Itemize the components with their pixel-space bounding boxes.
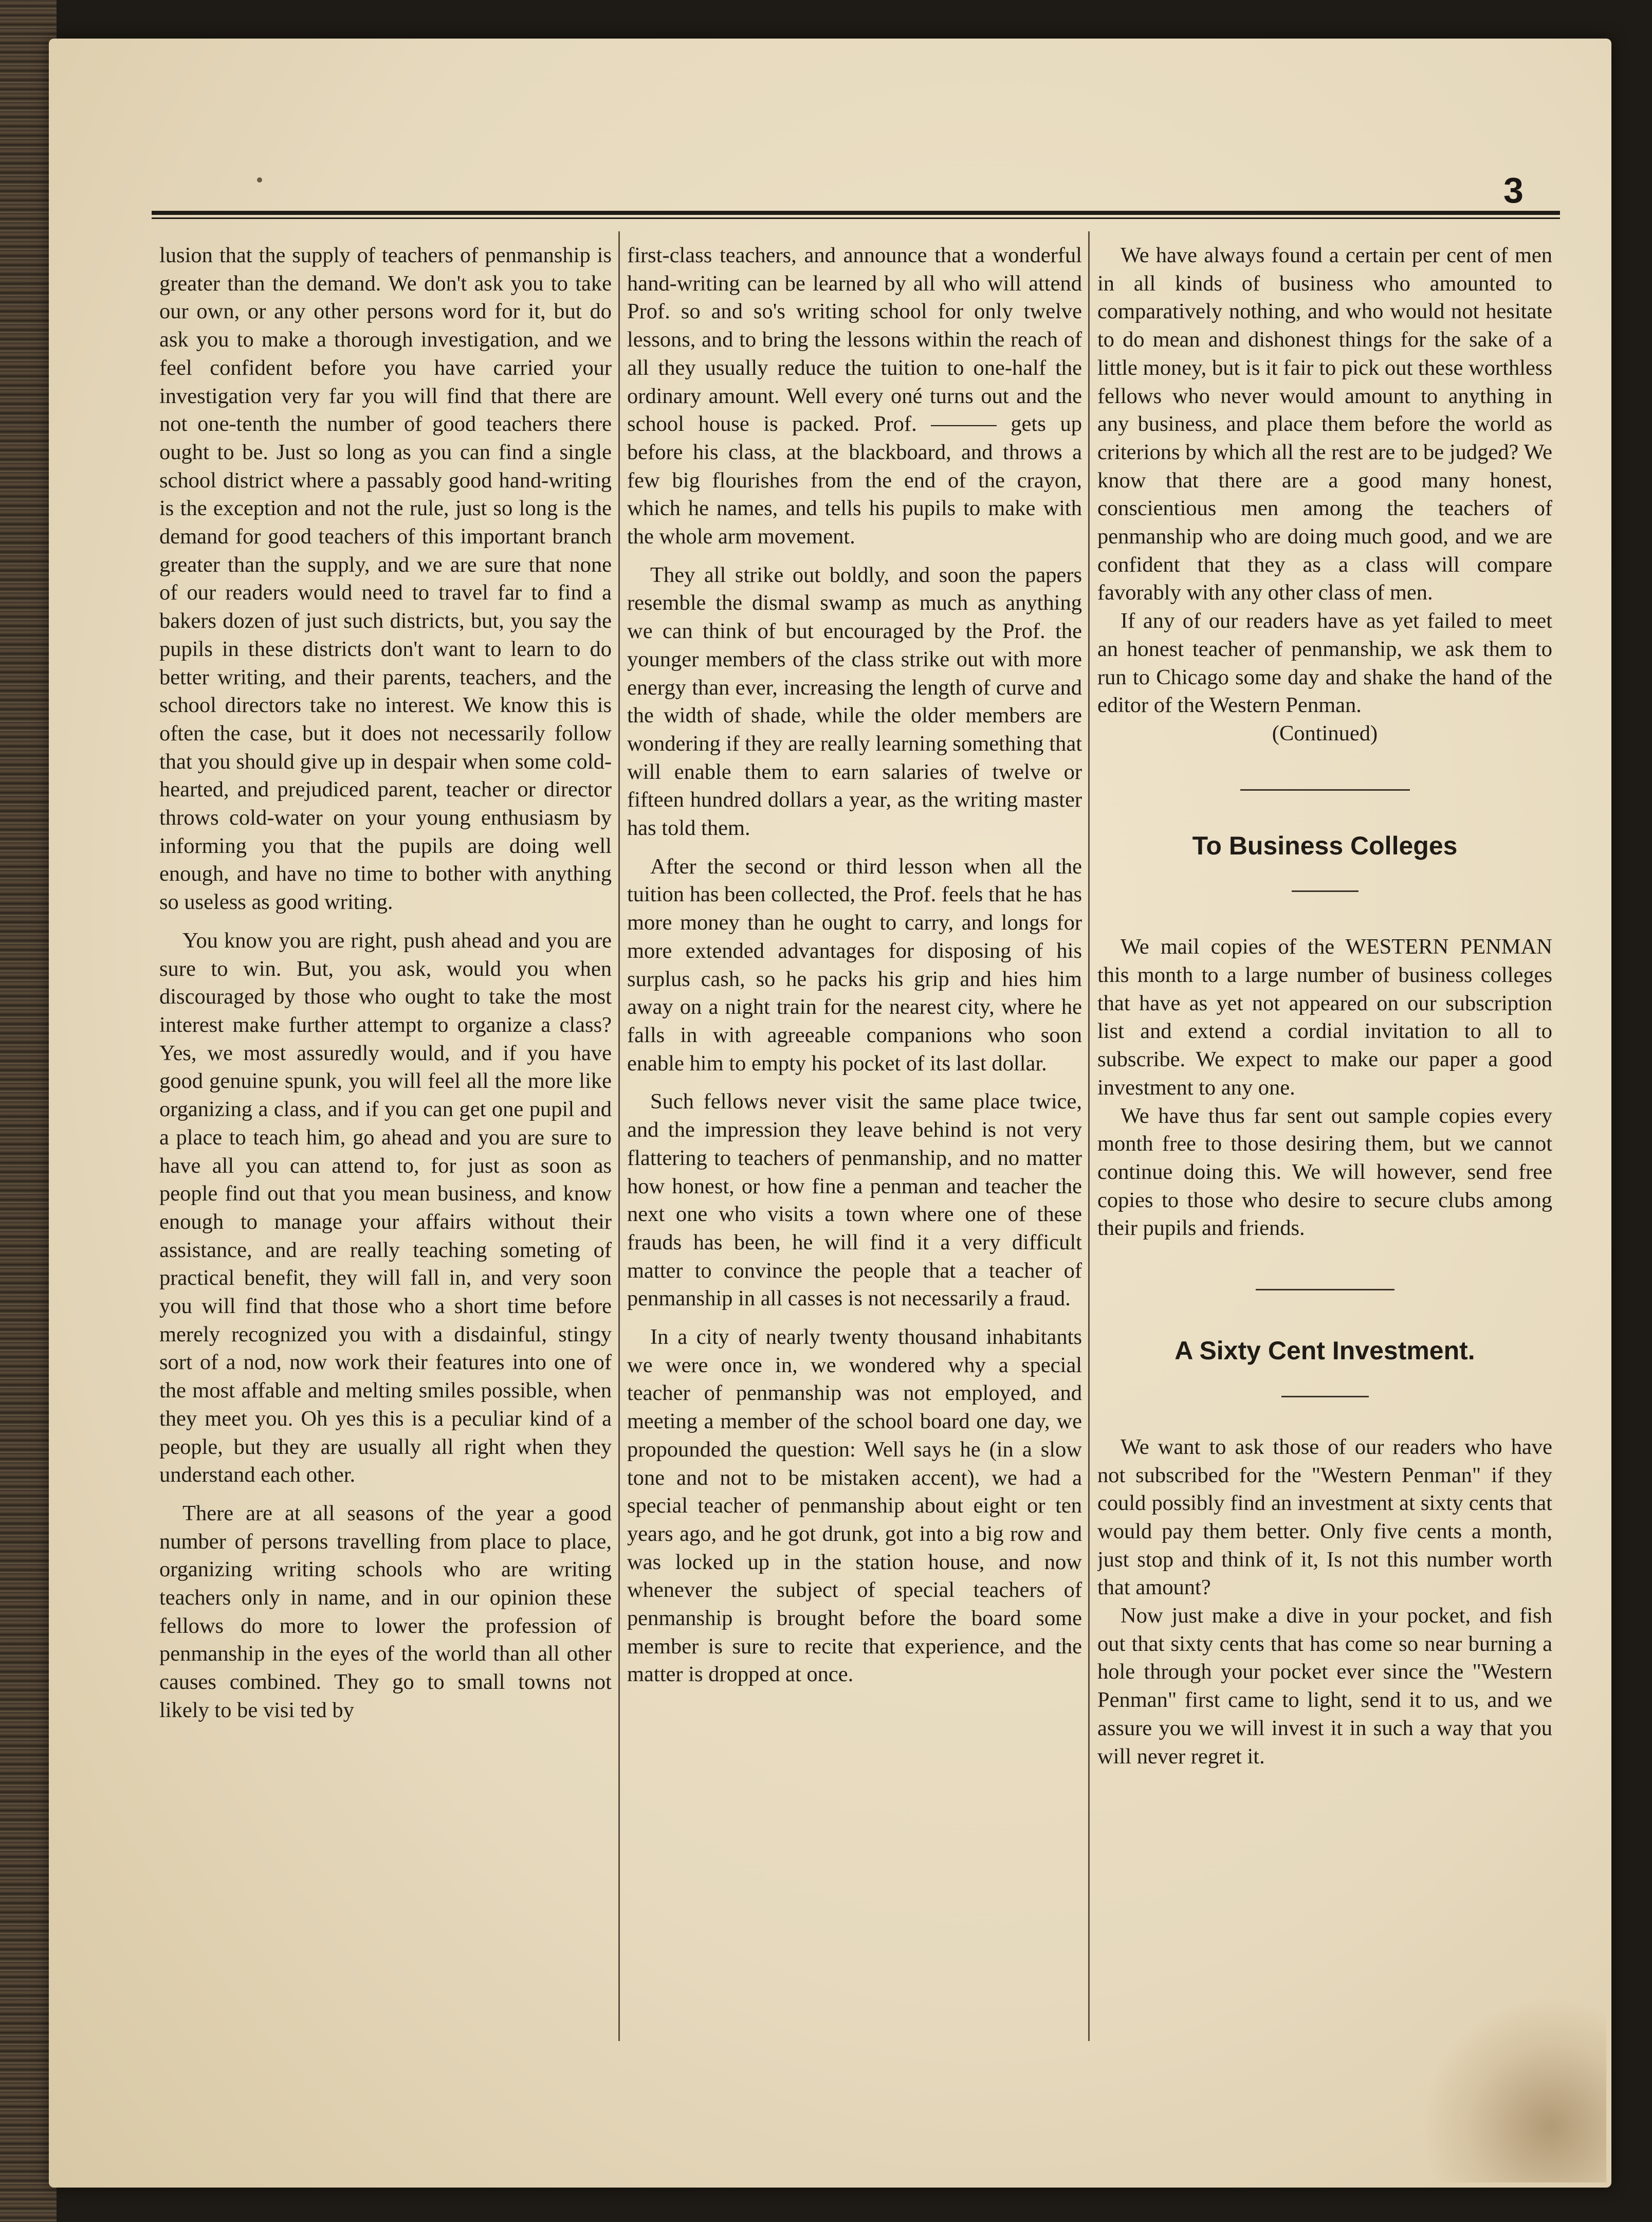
- middle-column: [627, 242, 1082, 2051]
- page-mark: [257, 177, 262, 183]
- right-column: [1097, 242, 1552, 2051]
- paragraph: After the second or third lesson when all the tuition has been collected, the Prof. feels that he has more money than he ought to carry, and longs for more extended advantages for disposing of his surplus cash, so he packs his grip and hies him away on a night train for the nearest city, where he falls in with agreeable companions who soon enable him to empty his pocket of its last dollar.: [627, 854, 1082, 1076]
- paragraph: Now just make a dive in your pocket, and fish out that sixty cents that has come so near burning a hole through your pocket ever since the "Western Penman" first came to light, send it to us, and we assure you we will invest it in such a way that you will never regret it.: [1097, 1604, 1552, 1769]
- heading-underline: [1281, 1396, 1369, 1397]
- section-heading-sixty-cent-investment: A Sixty Cent Investment.: [1174, 1336, 1475, 1365]
- book-binding-edge: [0, 0, 57, 2222]
- paragraph: If any of our readers have as yet failed to meet an honest teacher of penmanship, we ask them to run to Chicago some day and shake the hand of the editor of the Western Penman.: [1097, 609, 1552, 718]
- paragraph: There are at all seasons of the year a good number of persons travelling from place to place, organizing writing schools who are writing teachers only in name, and in our opinion these fellows do more to lower the profession of penmanship in the eyes of the world than all other causes combined. They go to small towns not likely to be visi ted by: [159, 1501, 612, 1722]
- paragraph: We have always found a certain per cent of men in all kinds of business who amounted to comparatively nothing, and who would not hesitate to do mean and dishonest things for the sake of a little money, but is it fair to pick out these worthless fellows who never would amount to anything in any business, and place them before the world as criterions by which all the rest are to be judged? We know that there are a good many honest, conscientious men among the teachers of penmanship who are doing much good, and we are confident that they as a class will compare favorably with any other class of men.: [1097, 243, 1552, 605]
- section-heading-business-colleges: To Business Colleges: [1192, 831, 1458, 860]
- header-rule-thin: [152, 217, 1560, 219]
- header-rule: [152, 211, 1560, 215]
- paragraph: You know you are right, push ahead and you are sure to win. But, you ask, would you when discouraged by those who ought to take the most interest make further attempt to organize a class? Yes, we most assuredly would, and if you have good genuine spunk, you will feel all the more like organizing a class, and if you can get one pupil and a place to teach him, go ahead and you are sure to have all you can attend to, for just as soon as people find out that you mean business, and know enough to manage your affairs without their assistance, and are really teaching someting of practical benefit, they will fall in, and very soon you will find that those who a short time before merely recognized you with a disdainful, stingy sort of a nod, now work their features into one of the most affable and melting smiles possible, when they meet you. Oh yes this is a peculiar kind of a people, but they are usually all right when they understand each other.: [159, 928, 612, 1487]
- paragraph: We have thus far sent out sample copies every month free to those desiring them, but we cannot continue doing this. We will however, send free copies to those who desire to secure clubs among their pupils and friends.: [1097, 1103, 1552, 1241]
- paragraph: Such fellows never visit the same place twice, and the impression they leave behind is not very flattering to teachers of penmanship, and no matter how honest, or how fine a penman and teacher the next one who visits a town where one of these frauds has been, he will find it a very difficult matter to convince the people that a teacher of penmanship in all casses is not necessarily a fraud.: [627, 1089, 1082, 1311]
- heading-underline: [1292, 890, 1359, 892]
- paragraph: first-class teachers, and announce that a wonderful hand-writing can be learned by all who will attend Prof. so and so's writing school for only twelve lessons, and to bring the lessons within the reach of all they usually reduce the tuition to one-half the ordinary amount. Well every oné turns out and the school house is packed. Prof. ——— gets up before his class, at the blackboard, and throws a few big flourishes from the end of the crayon, which he names, and tells his pupils to make with the whole arm movement.: [627, 243, 1082, 549]
- column-divider-2: [1088, 231, 1090, 2041]
- paragraph: They all strike out boldly, and soon the papers resemble the dismal swamp as much as anything we can think of but encouraged by the Prof. the younger members of the class strike out with more energy than ever, increasing the length of curve and the width of shade, while the older members are wondering if they are really learning something that will enable them to earn salaries of twelve or fifteen hundred dollars a year, as the writing master has told them.: [627, 562, 1082, 841]
- paragraph: We mail copies of the WESTERN PENMAN this month to a large number of business colleges that have as yet not appeared on our subscription list and extend a cordial invitation to all to subscribe. We expect to make our paper a good investment to any one.: [1097, 935, 1552, 1100]
- left-column: [159, 242, 612, 2051]
- paragraph: We want to ask those of our readers who have not subscribed for the "Western Penman" if they could possibly find an investment at sixty cents that would pay them better. Only five cents a month, just stop and think of it, Is not this number worth that amount?: [1097, 1434, 1552, 1600]
- column-divider-1: [618, 231, 620, 2041]
- paragraph: In a city of nearly twenty thousand inhabitants we were once in, we wondered why a special teacher of penmanship was not employed, and meeting a member of the school board one day, we propounded the question: Well says he (in a slow tone and not to be mistaken accent), we had a special teacher of penmanship about eight or ten years ago, and he got drunk, got into a big row and was locked up in the station house, and now whenever the subject of special teachers of penmanship is brought before the board some member is sure to recite that experience, and the matter is dropped at once.: [627, 1325, 1082, 1687]
- page-number: 3: [1503, 170, 1523, 210]
- section-divider: [1240, 789, 1410, 791]
- continued-note: (Continued): [1272, 721, 1378, 745]
- paragraph: lusion that the supply of teachers of penmanship is greater than the demand. We don't ask you to take our own, or any other persons word for it, but do ask you to make a thorough investigation, and we feel confident before you have carried your investigation very far you will find that there are not one-tenth the number of good teachers there ought to be. Just so long as you can find a single school district where a passably good hand-writing is the exception and not the rule, just so long is the demand for good teachers of this important branch greater than the supply, and we are sure that none of our readers would need to travel far to find a bakers dozen of just such districts, but, you say the pupils in these districts don't want to learn to do better writing, and their parents, teachers, and the school directors take no interest. We know this is often the case, but it does not necessarily follow that you should give up in despair when some cold-hearted, and prejudiced parent, teacher or director throws cold-water on your young enthusiasm by informing you that the pupils are doing well enough, and have no time to bother with anything so useless as good writing.: [159, 243, 612, 915]
- section-divider: [1256, 1289, 1394, 1290]
